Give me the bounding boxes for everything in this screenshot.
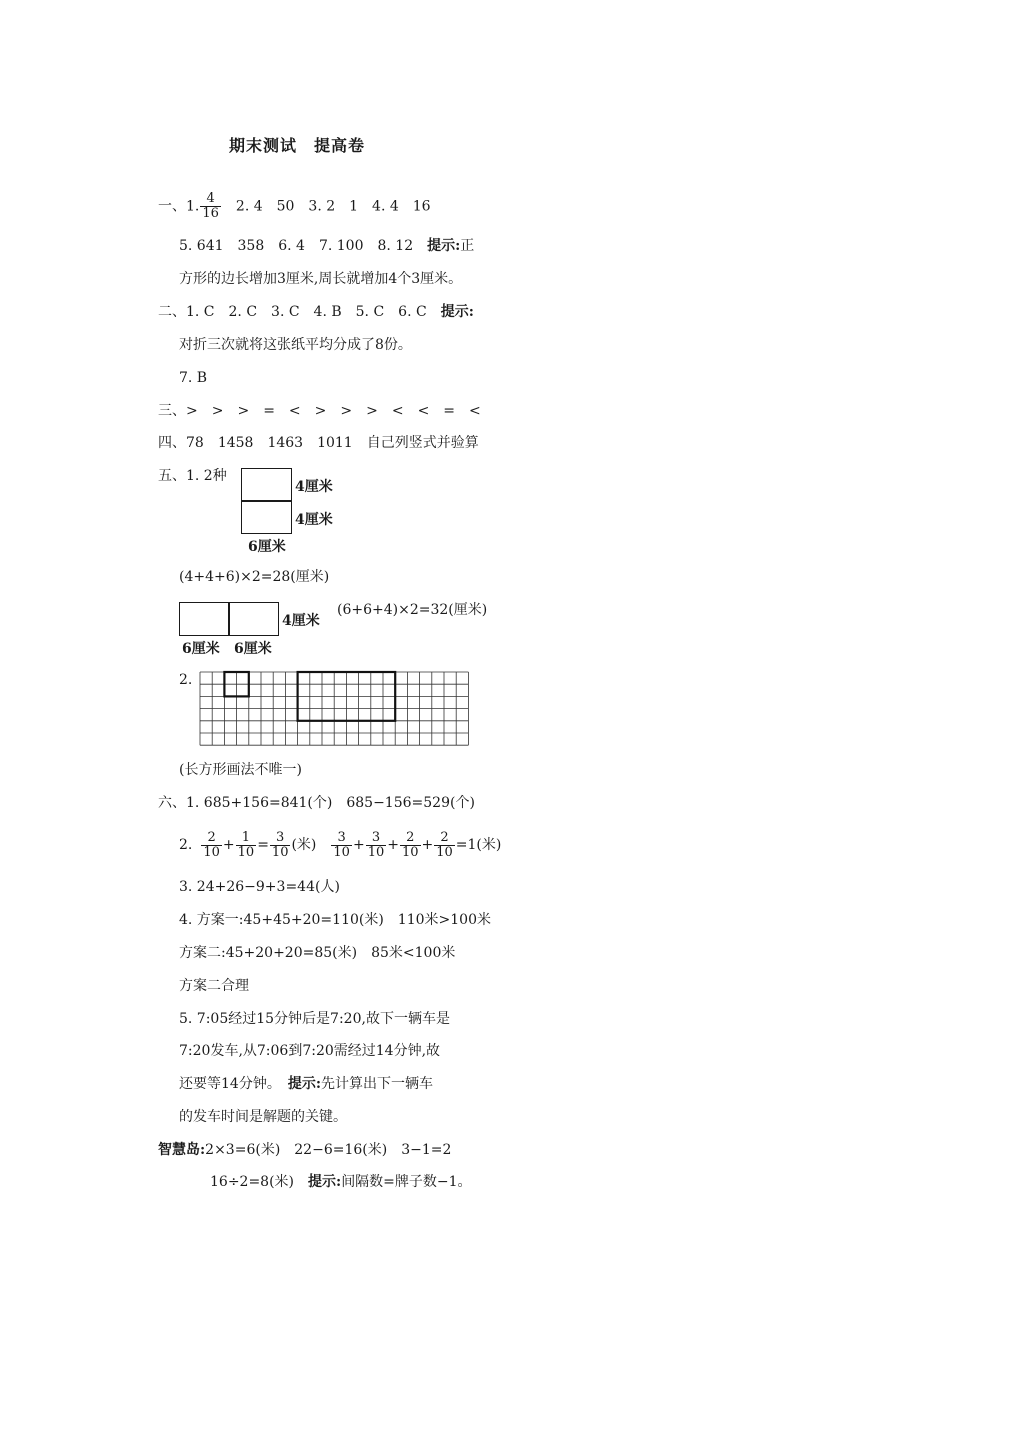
figure-2-right-rect — [228, 602, 279, 636]
answer-section-3: 三、> > > = < > > > < < = < — [158, 403, 481, 419]
fraction-numerator: 3 — [331, 831, 352, 846]
fraction — [331, 831, 352, 860]
hint-label: 提示: — [427, 238, 461, 254]
section-6-q5-line2: 7:20发车,从7:06到7:20需经过14分钟,故 — [179, 1043, 441, 1059]
q5-line3-hint-text: 先计算出下一辆车 — [321, 1076, 433, 1092]
fraction-denominator: 10 — [436, 844, 453, 860]
fraction — [200, 192, 221, 221]
fraction — [201, 831, 222, 860]
hint-label: 提示: — [308, 1174, 342, 1190]
wisdom-island-line2 — [210, 1172, 472, 1192]
section-2-line3: 7. B — [179, 370, 208, 386]
fraction-denominator: 10 — [237, 844, 255, 860]
page-title: 期末测试 提高卷 — [229, 136, 366, 155]
wisdom-island-prefix: 智慧岛: — [158, 1142, 206, 1158]
section-6-q5-line1: 5. 7:05经过15分钟后是7:20,故下一辆车是 — [179, 1011, 450, 1027]
section-5-item2: 2. — [179, 672, 193, 688]
fraction-numerator: 4 — [200, 192, 221, 207]
fraction-numerator: 2 — [201, 831, 222, 846]
fraction-denominator: 16 — [202, 206, 219, 221]
section-2-line2: 对折三次就将这张纸平均分成了8份。 — [179, 337, 412, 353]
fraction-denominator: 10 — [333, 844, 350, 860]
fraction-denominator: 10 — [203, 844, 220, 860]
q5-line3-text: 还要等14分钟。 — [179, 1076, 288, 1092]
section-5-note: (长方形画法不唯一) — [179, 762, 302, 778]
answer-section-1 — [158, 192, 431, 221]
answer-section-4: 四、78 1458 1463 1011 自己列竖式并验算 — [158, 435, 479, 451]
figure-2-label-right: 4厘米 — [282, 613, 320, 629]
wisdom-island-section — [158, 1140, 451, 1160]
section-6-q4-line3: 方案二合理 — [179, 978, 249, 994]
fraction-numerator: 2 — [400, 831, 421, 846]
wisdom-island-line2-hint-text: 间隔数=牌子数−1。 — [341, 1174, 472, 1190]
fraction — [270, 831, 291, 860]
section-6-q4-line2: 方案二:45+20+20=85(米) 85米<100米 — [179, 945, 456, 961]
section-1-line2 — [179, 236, 474, 256]
fraction-numerator: 2 — [434, 831, 455, 846]
hint-label: 提示: — [440, 304, 474, 320]
section-2-line1-text: 二、1. C 2. C 3. C 4. B 5. C 6. C — [158, 304, 441, 320]
fraction-numerator: 1 — [236, 831, 257, 846]
fraction — [366, 831, 387, 860]
grid-drawing — [198, 670, 472, 748]
fraction — [400, 831, 421, 860]
section-5-calc1: (4+4+6)×2=28(厘米) — [179, 569, 330, 585]
section-1-line3: 方形的边长增加3厘米,周长就增加4个3厘米。 — [179, 271, 463, 287]
figure-2-label-right-width: 6厘米 — [234, 641, 272, 657]
figure-1-label-width: 6厘米 — [248, 539, 286, 555]
section-6-q4-line1: 4. 方案一:45+45+20=110(米) 110米>100米 — [179, 912, 491, 928]
section-6-q2: 2. $\frac{2}{10}$ + $\frac{1}{10}$ = $\frac{3}{10}$ (米) $\frac{3}{10}$ + $\frac{3}{10}$ + $\frac{2}{10}$ + $\frac{2}{10}$ =1(米) — [179, 829, 502, 860]
section-1-prefix: 一、1. — [158, 198, 200, 215]
fraction-numerator: 3 — [270, 831, 291, 846]
section-6-q5-line4: 的发车时间是解题的关键。 — [179, 1109, 347, 1125]
fraction — [434, 831, 455, 860]
figure-2-label-left-width: 6厘米 — [182, 641, 220, 657]
section-6-q5-line3 — [179, 1074, 433, 1094]
hint-label: 提示: — [287, 1076, 321, 1092]
q2-unit: (米) — [291, 837, 317, 853]
fraction-denominator: 10 — [401, 844, 419, 860]
section-1-line1-rest: 2. 4 50 3. 2 1 4. 4 16 — [235, 198, 431, 215]
fraction-numerator: 3 — [366, 831, 387, 846]
q2-tail: =1(米) — [455, 837, 502, 853]
wisdom-island-line1: 2×3=6(米) 22−6=16(米) 3−1=2 — [205, 1142, 452, 1158]
answer-section-2 — [158, 302, 474, 322]
figure-1-bottom-rect — [241, 500, 292, 534]
fraction-denominator: 10 — [271, 844, 289, 860]
wisdom-island-line2-text: 16÷2=8(米) — [210, 1174, 309, 1190]
section-5-item1: 五、1. 2种 — [158, 468, 227, 484]
answer-section-6: 六、1. 685+156=841(个) 685−156=529(个) — [158, 795, 475, 811]
q2-prefix: 2. — [179, 837, 193, 853]
figure-1-label-top: 4厘米 — [295, 479, 333, 495]
figure-1-label-bottom: 4厘米 — [295, 512, 333, 528]
figure-1-top-rect — [241, 468, 292, 502]
figure-2-left-rect — [179, 602, 230, 636]
fraction-denominator: 10 — [367, 844, 385, 860]
fraction — [236, 831, 257, 860]
section-1-line2-text: 5. 641 358 6. 4 7. 100 8. 12 — [179, 238, 428, 254]
section-5-calc2: (6+6+4)×2=32(厘米) — [337, 602, 488, 618]
section-6-q3: 3. 24+26−9+3=44(人) — [179, 879, 340, 895]
section-1-line2-end: 正 — [460, 238, 475, 254]
